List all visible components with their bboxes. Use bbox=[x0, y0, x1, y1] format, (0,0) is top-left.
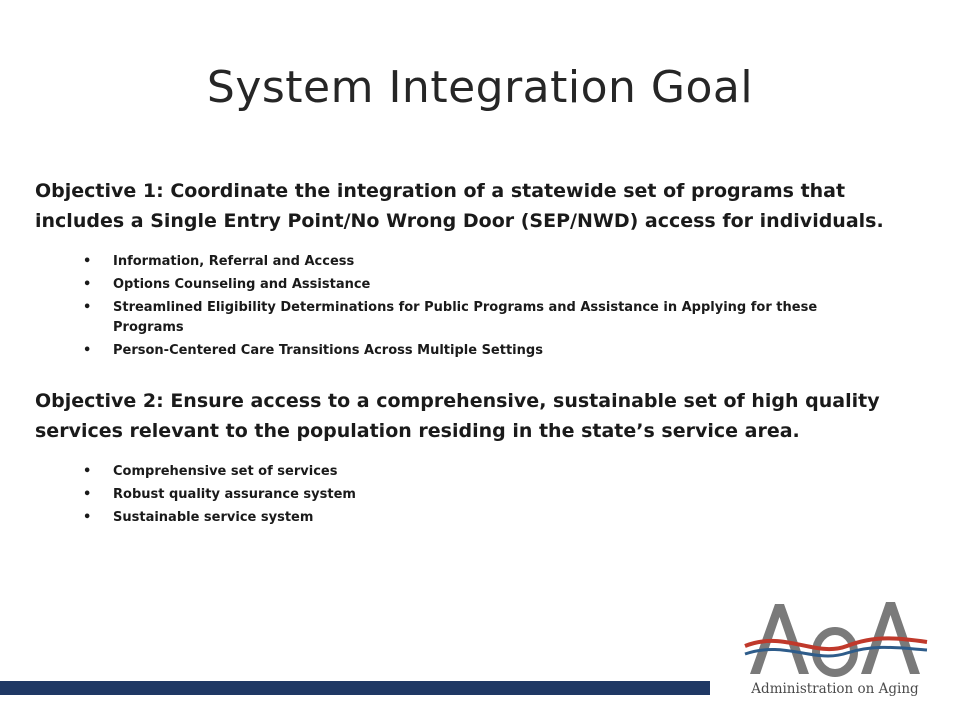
bullet-text: Person-Centered Care Transitions Across Multiple Settings bbox=[113, 343, 543, 358]
bullet-icon: • bbox=[83, 300, 92, 315]
bottom-accent-bar bbox=[0, 681, 710, 695]
objective-2-bullets bbox=[35, 462, 915, 528]
bullet-item bbox=[35, 275, 915, 295]
slide-content bbox=[35, 176, 915, 531]
objective-2: Objective 2: Ensure access to a comprehensive, sustainable set of high quality services relevant to the population residing in the state’s service area. bbox=[35, 390, 880, 442]
objective-1: Objective 1: Coordinate the integration of a statewide set of programs that includes a Single Entry Point/No Wrong Door (SEP/NWD) access for individuals. bbox=[35, 180, 884, 232]
bullet-icon: • bbox=[83, 510, 92, 525]
bullet-text: Options Counseling and Assistance bbox=[113, 277, 371, 292]
bullet-text: Robust quality assurance system bbox=[113, 487, 356, 502]
bullet-item bbox=[35, 462, 915, 482]
bullet-icon: • bbox=[83, 254, 92, 269]
bullet-icon: • bbox=[83, 343, 92, 358]
aoa-logo-mark-icon bbox=[735, 598, 935, 680]
bullet-item bbox=[35, 298, 915, 338]
bullet-item bbox=[35, 341, 915, 361]
bullet-item bbox=[35, 485, 915, 505]
bullet-text: Sustainable service system bbox=[113, 510, 314, 525]
logo-caption: Administration on Aging bbox=[751, 681, 919, 697]
bullet-text: Comprehensive set of services bbox=[113, 464, 338, 479]
bullet-text: Information, Referral and Access bbox=[113, 254, 355, 269]
bullet-icon: • bbox=[83, 277, 92, 292]
aoa-logo bbox=[735, 598, 935, 703]
slide-title: System Integration Goal bbox=[206, 62, 754, 113]
bullet-item bbox=[35, 252, 915, 272]
bullet-icon: • bbox=[83, 487, 92, 502]
bullet-text: Streamlined Eligibility Determinations for Public Programs and Assistance in Applying for these Programs bbox=[113, 300, 818, 335]
objective-1-bullets bbox=[35, 252, 915, 361]
bullet-icon: • bbox=[83, 464, 92, 479]
bullet-item bbox=[35, 508, 915, 528]
